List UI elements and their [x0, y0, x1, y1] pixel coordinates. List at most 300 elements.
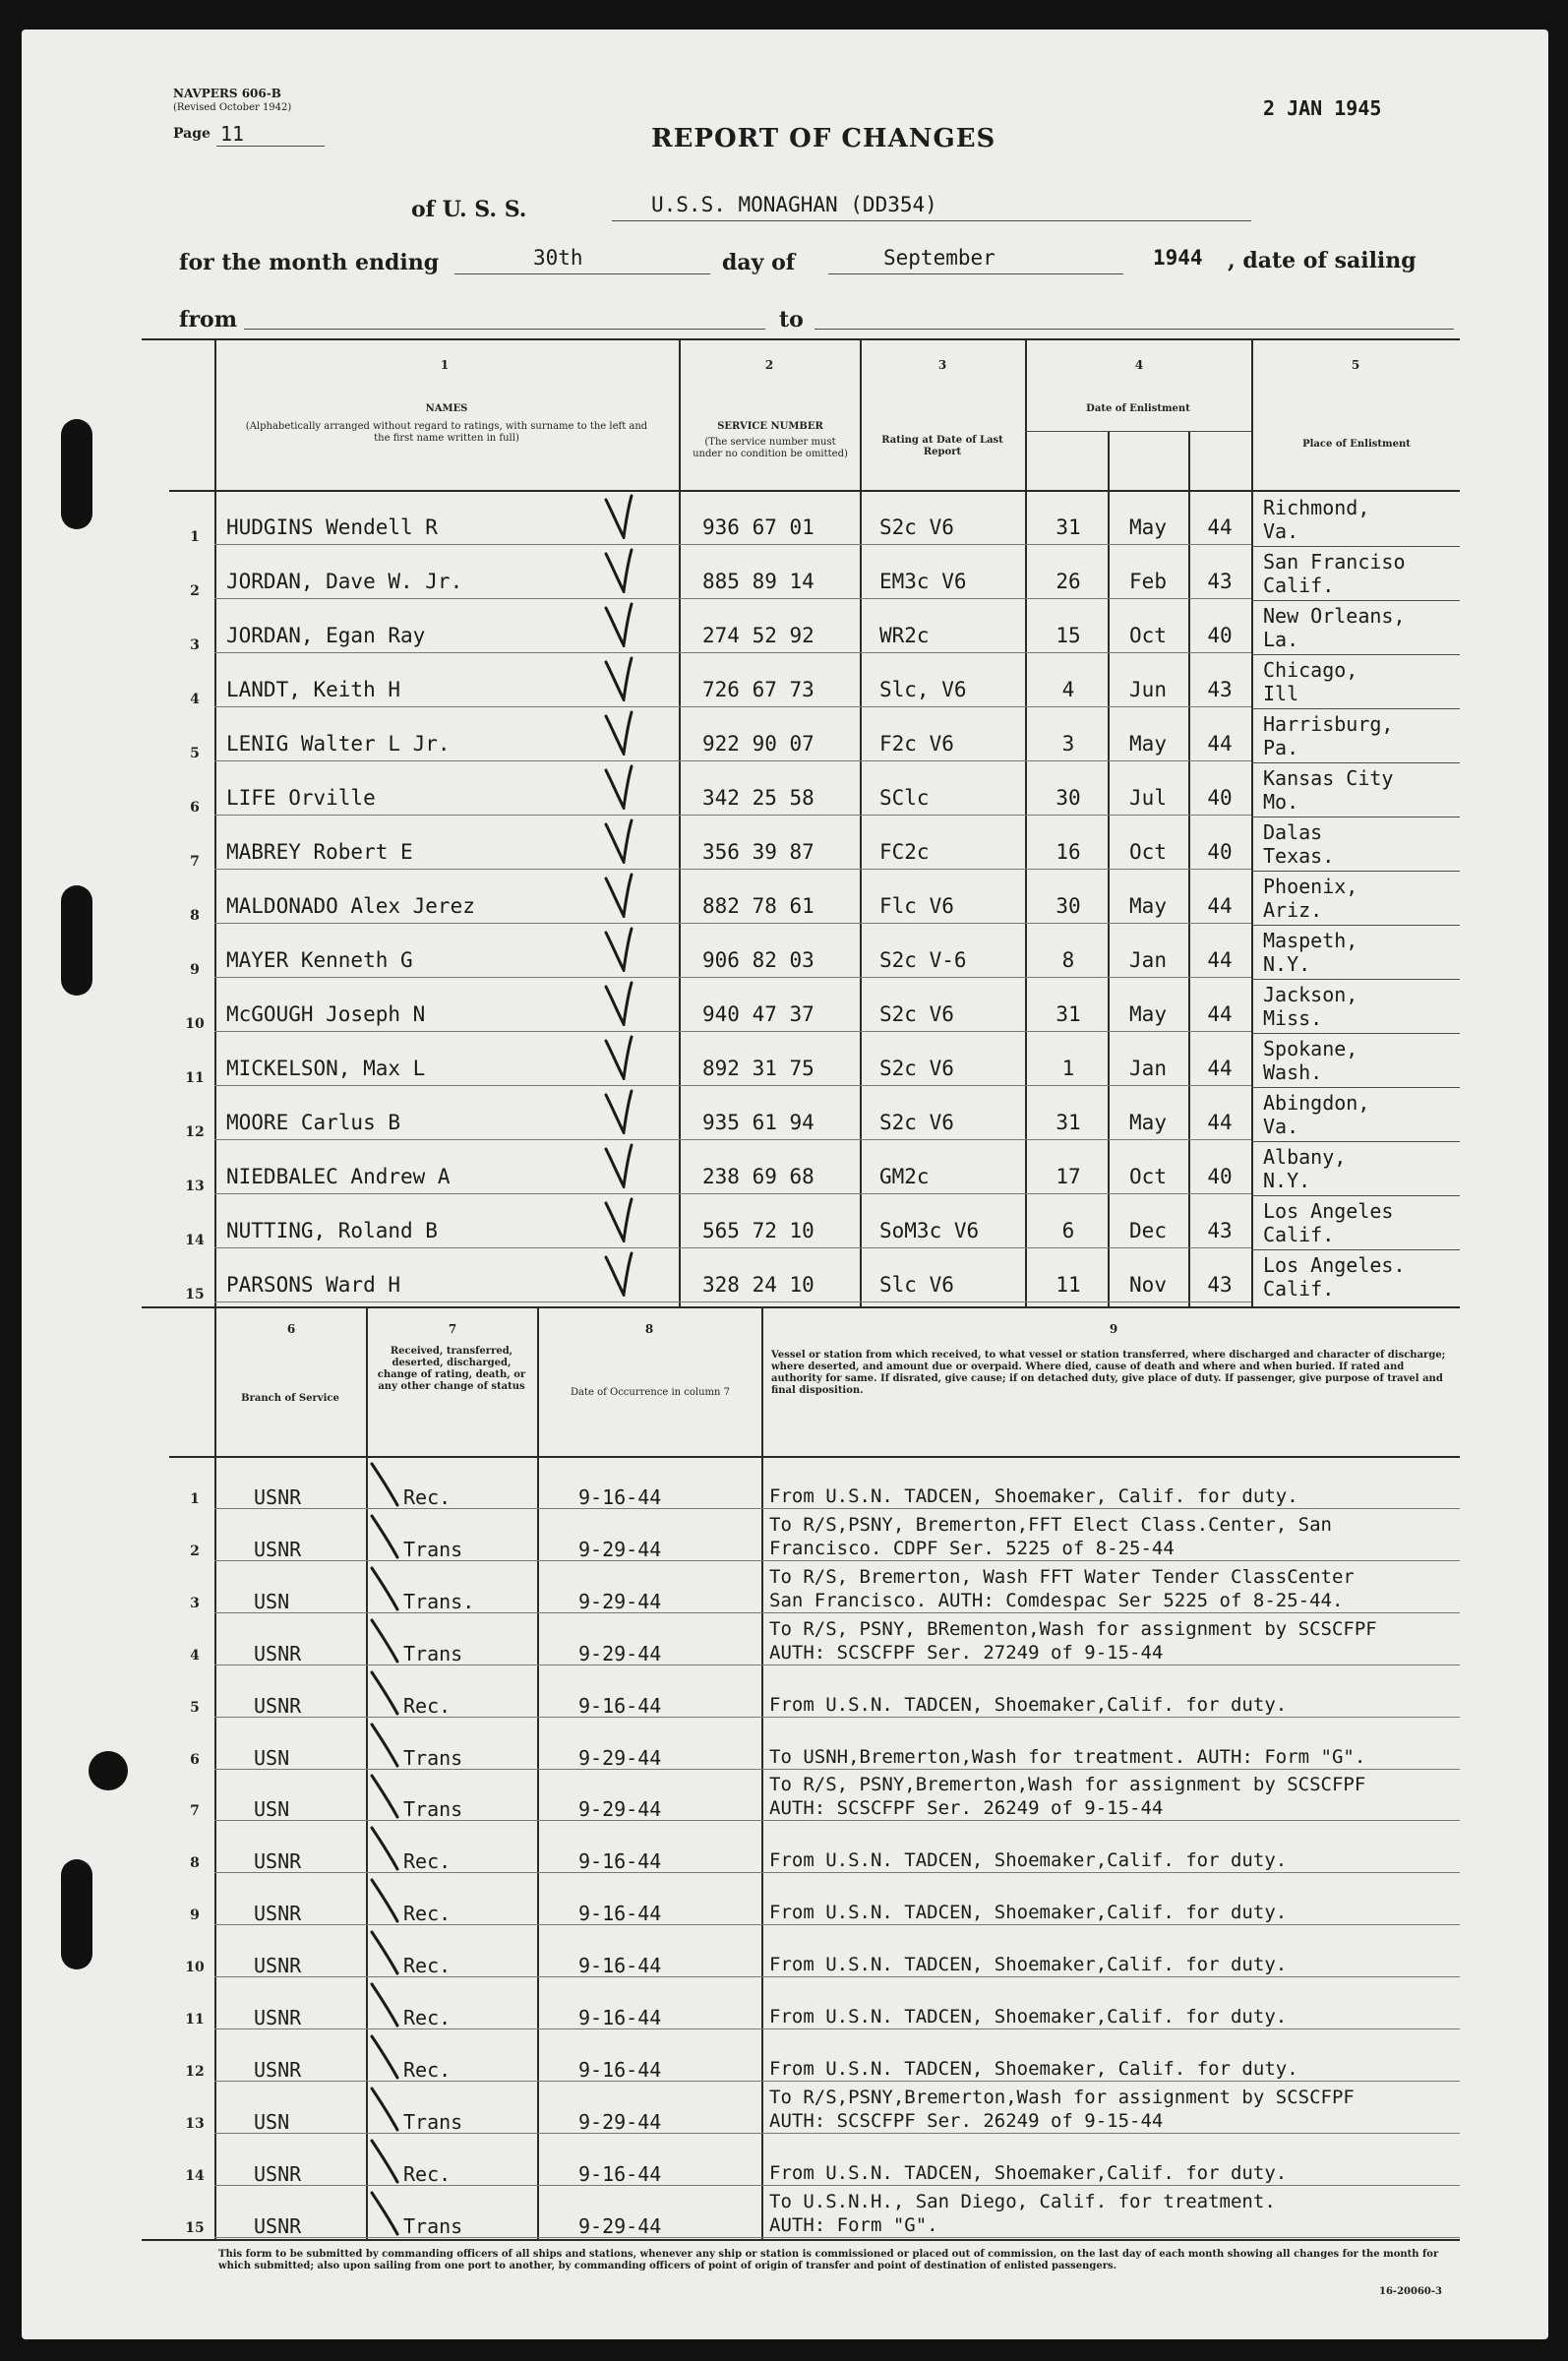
- place-line-2: Pa.: [1263, 736, 1299, 759]
- check-mark-icon: [604, 494, 633, 539]
- branch-cell: USNR: [254, 1694, 302, 1718]
- row-number: 11: [185, 1070, 205, 1086]
- slash-mark-icon: [370, 1566, 399, 1611]
- rating-cell: SoM3c V6: [879, 1219, 980, 1242]
- month-ending-label: for the month ending: [179, 250, 440, 275]
- binder-tab: [61, 1859, 92, 1969]
- service-number-cell: 922 90 07: [702, 732, 814, 756]
- row-divider: [1251, 979, 1460, 980]
- check-mark-icon: [604, 1197, 633, 1242]
- place-line-2: Miss.: [1263, 1006, 1323, 1030]
- enlist-month-cell: Jun: [1129, 678, 1167, 701]
- service-number-cell: 936 67 01: [702, 515, 814, 539]
- place-line-2: Calif.: [1263, 1277, 1335, 1301]
- month-day: 30th: [533, 246, 583, 270]
- vessel-line-1: To U.S.N.H., San Diego, Calif. for treatment.: [769, 2191, 1276, 2212]
- rating-cell: WR2c: [879, 624, 930, 647]
- name-cell: NUTTING, Roland B: [226, 1219, 438, 1242]
- enlist-month-cell: Oct: [1129, 1165, 1167, 1188]
- row-number: 2: [190, 1544, 200, 1559]
- vessel-line-1: To R/S, PSNY, BRementon,Wash for assignment by SCSCFPF: [769, 1618, 1377, 1640]
- enlistment-date-header: Date of Enlistment: [1086, 403, 1190, 414]
- row-number: 11: [185, 2012, 205, 2028]
- ship-label: of U. S. S.: [411, 197, 527, 222]
- vessel-line-1: To R/S,PSNY,Bremerton,Wash for assignment by SCSCFPF: [769, 2087, 1355, 2108]
- slash-mark-icon: [370, 2034, 399, 2080]
- received-date-stamp: 2 JAN 1945: [1263, 96, 1382, 120]
- check-mark-icon: [604, 1089, 633, 1134]
- service-number-cell: 892 31 75: [702, 1057, 814, 1080]
- place-line-2: Va.: [1263, 1115, 1299, 1138]
- date-cell: 9-16-44: [578, 1694, 662, 1718]
- punch-hole: [89, 1751, 128, 1790]
- enlist-month-cell: May: [1129, 894, 1167, 918]
- enlist-year-cell: 44: [1207, 894, 1233, 918]
- slash-mark-icon: [370, 2191, 399, 2236]
- branch-cell: USNR: [254, 1849, 302, 1873]
- document-title: REPORT OF CHANGES: [651, 124, 996, 153]
- check-mark-icon: [604, 1143, 633, 1188]
- place-line-2: Va.: [1263, 519, 1299, 543]
- rating-cell: GM2c: [879, 1165, 930, 1188]
- vessel-line-2: From U.S.N. TADCEN, Shoemaker,Calif. for duty.: [769, 1849, 1288, 1871]
- check-mark-icon: [604, 981, 633, 1026]
- col-number-4: 4: [1134, 358, 1144, 372]
- enlist-day-cell: 3: [1061, 732, 1075, 756]
- place-line-1: Phoenix,: [1263, 875, 1358, 898]
- rating-cell: EM3c V6: [879, 570, 967, 593]
- date-cell: 9-29-44: [578, 2214, 662, 2238]
- vessel-line-2: AUTH: Form "G".: [769, 2214, 938, 2236]
- row-line: [214, 923, 1251, 924]
- place-line-1: Los Angeles.: [1263, 1253, 1406, 1277]
- from-label: from: [179, 307, 238, 333]
- service-number-cell: 906 82 03: [702, 948, 814, 972]
- place-line-1: New Orleans,: [1263, 604, 1406, 628]
- row-divider: [1251, 708, 1460, 709]
- row-line: [214, 1560, 1460, 1561]
- to-label: to: [779, 307, 804, 333]
- row-line: [214, 2028, 1460, 2029]
- rating-cell: S2c V6: [879, 1057, 954, 1080]
- form-number: 16-20060-3: [1379, 2286, 1442, 2297]
- enlist-day-cell: 11: [1055, 1273, 1081, 1297]
- vessel-line-2: AUTH: SCSCFPF Ser. 27249 of 9-15-44: [769, 1642, 1164, 1664]
- name-cell: PARSONS Ward H: [226, 1273, 401, 1297]
- row-number: 7: [190, 854, 200, 870]
- place-header: Place of Enlistment: [1302, 439, 1411, 450]
- row-number: 10: [185, 1016, 205, 1032]
- name-cell: MOORE Carlus B: [226, 1111, 401, 1134]
- branch-cell: USNR: [254, 2214, 302, 2238]
- row-number: 6: [190, 800, 200, 816]
- branch-cell: USNR: [254, 1642, 302, 1665]
- row-line: [214, 1139, 1251, 1140]
- date-cell: 9-29-44: [578, 1538, 662, 1561]
- enlist-year-cell: 44: [1207, 732, 1233, 756]
- branch-cell: USNR: [254, 2162, 302, 2186]
- form-code: NAVPERS 606-B: [173, 87, 281, 100]
- row-divider: [1251, 654, 1460, 655]
- row-number: 1: [190, 1491, 200, 1507]
- place-line-2: Ill: [1263, 682, 1299, 705]
- row-divider: [1251, 1087, 1460, 1088]
- vessel-line-2: From U.S.N. TADCEN, Shoemaker,Calif. for duty.: [769, 1902, 1288, 1923]
- row-divider: [1251, 871, 1460, 872]
- binder-tab: [61, 885, 92, 996]
- date-header: Date of Occurrence in column 7: [571, 1387, 730, 1398]
- place-line-2: Wash.: [1263, 1060, 1323, 1084]
- row-number: 1: [190, 529, 200, 545]
- branch-cell: USNR: [254, 1954, 302, 1977]
- branch-cell: USNR: [254, 2006, 302, 2029]
- enlist-day-cell: 15: [1055, 624, 1081, 647]
- enlist-year-cell: 40: [1207, 624, 1233, 647]
- rating-cell: SClc: [879, 786, 930, 810]
- date-cell: 9-29-44: [578, 1746, 662, 1770]
- check-mark-icon: [604, 764, 633, 810]
- row-number: 4: [190, 692, 200, 707]
- names-header-note: (Alphabetically arranged without regard to ratings, with surname to the left and the first name written in full): [245, 421, 648, 444]
- row-number: 9: [190, 962, 200, 978]
- slash-mark-icon: [370, 1878, 399, 1923]
- row-number: 5: [190, 1700, 200, 1716]
- check-mark-icon: [604, 548, 633, 593]
- row-number: 8: [190, 1855, 200, 1871]
- name-cell: MICKELSON, Max L: [226, 1057, 426, 1080]
- row-line: [214, 2133, 1460, 2134]
- name-cell: NIEDBALEC Andrew A: [226, 1165, 451, 1188]
- service-number-cell: 885 89 14: [702, 570, 814, 593]
- check-mark-icon: [604, 602, 633, 647]
- branch-header: Branch of Service: [241, 1393, 339, 1404]
- enlist-month-cell: Jan: [1129, 948, 1167, 972]
- slash-mark-icon: [370, 1982, 399, 2028]
- slash-mark-icon: [370, 1930, 399, 1975]
- place-line-2: Calif.: [1263, 574, 1335, 597]
- slash-mark-icon: [370, 1723, 399, 1768]
- row-number: 13: [185, 1179, 205, 1194]
- place-line-2: Mo.: [1263, 790, 1299, 814]
- slash-mark-icon: [370, 1670, 399, 1716]
- service-number-cell: 726 67 73: [702, 678, 814, 701]
- place-line-1: Albany,: [1263, 1145, 1347, 1169]
- enlist-year-cell: 40: [1207, 1165, 1233, 1188]
- vessel-header: Vessel or station from which received, to what vessel or station transferred, where discharged and character of discharge; where deserted, and amount due or overpaid. Where died, cause of death and where and when buried. If rated and authority for same. If disrated, give cause; if on detached duty, give place of duty. If passenger, give purpose of travel and final disposition.: [771, 1350, 1446, 1396]
- binder-tab: [61, 419, 92, 529]
- row-line: [214, 1085, 1251, 1086]
- row-number: 10: [185, 1960, 205, 1975]
- enlist-month-cell: May: [1129, 515, 1167, 539]
- enlist-month-cell: May: [1129, 1002, 1167, 1026]
- service-number-cell: 342 25 58: [702, 786, 814, 810]
- page-number: 11: [220, 122, 245, 146]
- month-name: September: [883, 246, 995, 270]
- date-cell: 9-16-44: [578, 1902, 662, 1925]
- slash-mark-icon: [370, 2087, 399, 2132]
- place-line-1: Los Angeles: [1263, 1199, 1394, 1223]
- enlist-year-cell: 40: [1207, 840, 1233, 864]
- service-number-note: (The service number must under no condition be omitted): [693, 437, 848, 459]
- rating-header: Rating at Date of Last Report: [881, 435, 1003, 457]
- ship-name: U.S.S. MONAGHAN (DD354): [651, 193, 937, 216]
- row-line: [214, 1924, 1460, 1925]
- row-number: 14: [185, 2168, 205, 2184]
- service-number-header: SERVICE NUMBER: [717, 421, 823, 432]
- vessel-line-2: From U.S.N. TADCEN, Shoemaker,Calif. for duty.: [769, 1694, 1288, 1716]
- place-line-1: San Franciso: [1263, 550, 1406, 574]
- row-line: [214, 1717, 1460, 1718]
- place-line-2: Ariz.: [1263, 898, 1323, 922]
- enlist-year-cell: 44: [1207, 948, 1233, 972]
- place-line-2: N.Y.: [1263, 952, 1311, 976]
- enlist-month-cell: Jan: [1129, 1057, 1167, 1080]
- service-number-cell: 882 78 61: [702, 894, 814, 918]
- slash-mark-icon: [370, 2139, 399, 2184]
- branch-cell: USNR: [254, 2058, 302, 2082]
- names-header: NAMES: [425, 403, 468, 414]
- branch-cell: USN: [254, 1797, 290, 1821]
- change-cell: Trans: [403, 1746, 463, 1770]
- row-divider: [1251, 546, 1460, 547]
- check-mark-icon: [604, 873, 633, 918]
- enlist-day-cell: 30: [1055, 786, 1081, 810]
- row-number: 9: [190, 1907, 200, 1923]
- service-number-cell: 356 39 87: [702, 840, 814, 864]
- service-number-cell: 935 61 94: [702, 1111, 814, 1134]
- enlist-day-cell: 26: [1055, 570, 1081, 593]
- row-line: [214, 652, 1251, 653]
- service-number-cell: 940 47 37: [702, 1002, 814, 1026]
- vessel-line-2: From U.S.N. TADCEN, Shoemaker,Calif. for duty.: [769, 2006, 1288, 2028]
- date-cell: 9-29-44: [578, 1642, 662, 1665]
- rating-cell: Slc, V6: [879, 678, 967, 701]
- check-mark-icon: [604, 818, 633, 864]
- vessel-line-2: AUTH: SCSCFPF Ser. 26249 of 9-15-44: [769, 1797, 1164, 1819]
- name-cell: McGOUGH Joseph N: [226, 1002, 426, 1026]
- rating-cell: FC2c: [879, 840, 930, 864]
- change-cell: Trans: [403, 1642, 463, 1665]
- date-cell: 9-29-44: [578, 2110, 662, 2134]
- row-number: 3: [190, 637, 200, 653]
- row-line: [214, 2237, 1460, 2238]
- change-cell: Trans: [403, 2110, 463, 2134]
- change-cell: Trans: [403, 2214, 463, 2238]
- branch-cell: USNR: [254, 1538, 302, 1561]
- name-cell: MABREY Robert E: [226, 840, 413, 864]
- row-number: 7: [190, 1803, 200, 1819]
- check-mark-icon: [604, 656, 633, 701]
- rating-cell: S2c V6: [879, 515, 954, 539]
- enlist-month-cell: May: [1129, 1111, 1167, 1134]
- date-cell: 9-16-44: [578, 1849, 662, 1873]
- row-line: [214, 544, 1251, 545]
- enlist-month-cell: May: [1129, 732, 1167, 756]
- enlist-month-cell: Nov: [1129, 1273, 1167, 1297]
- rating-cell: Slc V6: [879, 1273, 954, 1297]
- vessel-line-2: From U.S.N. TADCEN, Shoemaker, Calif. for duty.: [769, 2058, 1298, 2080]
- enlist-year-cell: 43: [1207, 570, 1233, 593]
- row-number: 4: [190, 1648, 200, 1664]
- change-cell: Trans: [403, 1797, 463, 1821]
- place-line-2: N.Y.: [1263, 1169, 1311, 1192]
- enlist-day-cell: 31: [1055, 1111, 1081, 1134]
- row-number: 12: [185, 1124, 205, 1140]
- enlist-day-cell: 30: [1055, 894, 1081, 918]
- date-cell: 9-16-44: [578, 1485, 662, 1509]
- place-line-1: Harrisburg,: [1263, 712, 1394, 736]
- sailing-label: , date of sailing: [1228, 248, 1417, 273]
- row-number: 2: [190, 583, 200, 599]
- change-cell: Trans: [403, 1538, 463, 1561]
- col-number-2: 2: [764, 358, 774, 372]
- rating-cell: S2c V6: [879, 1111, 954, 1134]
- enlist-month-cell: Jul: [1129, 786, 1167, 810]
- enlist-year-cell: 43: [1207, 1273, 1233, 1297]
- row-line: [214, 1031, 1251, 1032]
- slash-mark-icon: [370, 1618, 399, 1664]
- row-line: [214, 1612, 1460, 1613]
- change-header: Received, transferred, deserted, discharged, change of rating, death, or any other change of status: [377, 1346, 526, 1392]
- change-cell: Rec.: [403, 1485, 452, 1509]
- row-line: [214, 1247, 1251, 1248]
- name-cell: LENIG Walter L Jr.: [226, 732, 451, 756]
- rating-cell: S2c V-6: [879, 948, 967, 972]
- service-number-cell: 565 72 10: [702, 1219, 814, 1242]
- rating-cell: F2c V6: [879, 732, 954, 756]
- col-number-1: 1: [440, 358, 450, 372]
- year: 1944: [1153, 246, 1203, 270]
- change-cell: Rec.: [403, 2006, 452, 2029]
- row-line: [214, 1769, 1460, 1770]
- row-divider: [1251, 762, 1460, 763]
- row-line: [214, 1976, 1460, 1977]
- date-cell: 9-16-44: [578, 2006, 662, 2029]
- service-number-cell: 238 69 68: [702, 1165, 814, 1188]
- form-revised: (Revised October 1942): [173, 102, 292, 113]
- footer-note: This form to be submitted by commanding officers of all ships and stations, whenever any ship or station is commissioned or placed out of commission, on the last day of each month showing all changes for the month for which submitted; also upon sailing from one port to another, by commanding officers of point of origin of transfer and point of destination of enlisted passengers.: [218, 2249, 1439, 2271]
- date-cell: 9-29-44: [578, 1797, 662, 1821]
- col-number-6: 6: [286, 1322, 296, 1336]
- date-cell: 9-29-44: [578, 1590, 662, 1613]
- check-mark-icon: [604, 1251, 633, 1297]
- service-number-cell: 274 52 92: [702, 624, 814, 647]
- branch-cell: USN: [254, 1746, 290, 1770]
- enlist-day-cell: 31: [1055, 515, 1081, 539]
- row-divider: [1251, 1195, 1460, 1196]
- enlist-day-cell: 1: [1061, 1057, 1075, 1080]
- col-number-5: 5: [1351, 358, 1360, 372]
- row-divider: [1251, 925, 1460, 926]
- change-cell: Rec.: [403, 2058, 452, 2082]
- page-label: Page: [173, 126, 211, 142]
- enlist-year-cell: 44: [1207, 515, 1233, 539]
- change-cell: Rec.: [403, 1954, 452, 1977]
- name-cell: LANDT, Keith H: [226, 678, 401, 701]
- check-mark-icon: [604, 710, 633, 756]
- name-cell: JORDAN, Egan Ray: [226, 624, 426, 647]
- change-cell: Rec.: [403, 2162, 452, 2186]
- name-cell: MAYER Kenneth G: [226, 948, 413, 972]
- row-line: [214, 2081, 1460, 2082]
- row-number: 5: [190, 746, 200, 761]
- document-page: [22, 30, 1548, 2339]
- row-line: [214, 1508, 1460, 1509]
- row-number: 3: [190, 1596, 200, 1611]
- branch-cell: USNR: [254, 1485, 302, 1509]
- name-cell: JORDAN, Dave W. Jr.: [226, 570, 463, 593]
- enlist-day-cell: 4: [1061, 678, 1075, 701]
- enlist-day-cell: 16: [1055, 840, 1081, 864]
- row-number: 15: [185, 2220, 205, 2236]
- vessel-line-1: To R/S,PSNY, Bremerton,FFT Elect Class.Center, San: [769, 1514, 1332, 1536]
- name-cell: HUDGINS Wendell R: [226, 515, 438, 539]
- place-line-1: Chicago,: [1263, 658, 1358, 682]
- change-cell: Rec.: [403, 1849, 452, 1873]
- place-line-1: Spokane,: [1263, 1037, 1358, 1060]
- row-number: 13: [185, 2116, 205, 2132]
- row-line: [214, 1820, 1460, 1821]
- vessel-line-2: Francisco. CDPF Ser. 5225 of 8-25-44: [769, 1538, 1175, 1559]
- row-line: [214, 760, 1251, 761]
- row-line: [214, 706, 1251, 707]
- date-cell: 9-16-44: [578, 2162, 662, 2186]
- col-number-9: 9: [1109, 1322, 1118, 1336]
- name-cell: LIFE Orville: [226, 786, 376, 810]
- enlist-year-cell: 44: [1207, 1111, 1233, 1134]
- vessel-line-2: To USNH,Bremerton,Wash for treatment. AUTH: Form "G".: [769, 1746, 1366, 1768]
- place-line-1: Dalas: [1263, 820, 1323, 844]
- change-cell: Trans.: [403, 1590, 475, 1613]
- vessel-line-1: To R/S, PSNY,Bremerton,Wash for assignment by SCSCFPF: [769, 1774, 1366, 1795]
- date-cell: 9-16-44: [578, 1954, 662, 1977]
- row-divider: [1251, 1141, 1460, 1142]
- enlist-month-cell: Oct: [1129, 624, 1167, 647]
- slash-mark-icon: [370, 1774, 399, 1819]
- enlist-year-cell: 43: [1207, 678, 1233, 701]
- vessel-line-2: AUTH: SCSCFPF Ser. 26249 of 9-15-44: [769, 2110, 1164, 2132]
- vessel-line-2: San Francisco. AUTH: Comdespac Ser 5225 of 8-25-44.: [769, 1590, 1344, 1611]
- enlist-day-cell: 8: [1061, 948, 1075, 972]
- place-line-1: Richmond,: [1263, 496, 1370, 519]
- date-cell: 9-16-44: [578, 2058, 662, 2082]
- row-line: [214, 1872, 1460, 1873]
- enlist-day-cell: 31: [1055, 1002, 1081, 1026]
- col-number-7: 7: [448, 1322, 457, 1336]
- enlist-year-cell: 44: [1207, 1002, 1233, 1026]
- row-divider: [1251, 600, 1460, 601]
- row-number: 8: [190, 908, 200, 924]
- place-line-2: Texas.: [1263, 844, 1335, 868]
- row-line: [214, 1193, 1251, 1194]
- change-cell: Rec.: [403, 1902, 452, 1925]
- row-number: 6: [190, 1752, 200, 1768]
- vessel-line-2: From U.S.N. TADCEN, Shoemaker,Calif. for duty.: [769, 1954, 1288, 1975]
- row-line: [214, 598, 1251, 599]
- enlist-year-cell: 44: [1207, 1057, 1233, 1080]
- row-number: 14: [185, 1233, 205, 1248]
- day-of-label: day of: [722, 250, 796, 275]
- place-line-2: Calif.: [1263, 1223, 1335, 1246]
- rating-cell: S2c V6: [879, 1002, 954, 1026]
- row-divider: [1251, 1249, 1460, 1250]
- row-line: [214, 869, 1251, 870]
- enlist-month-cell: Feb: [1129, 570, 1167, 593]
- check-mark-icon: [604, 927, 633, 972]
- row-number: 15: [185, 1287, 205, 1302]
- row-divider: [1251, 1033, 1460, 1034]
- rating-cell: Flc V6: [879, 894, 954, 918]
